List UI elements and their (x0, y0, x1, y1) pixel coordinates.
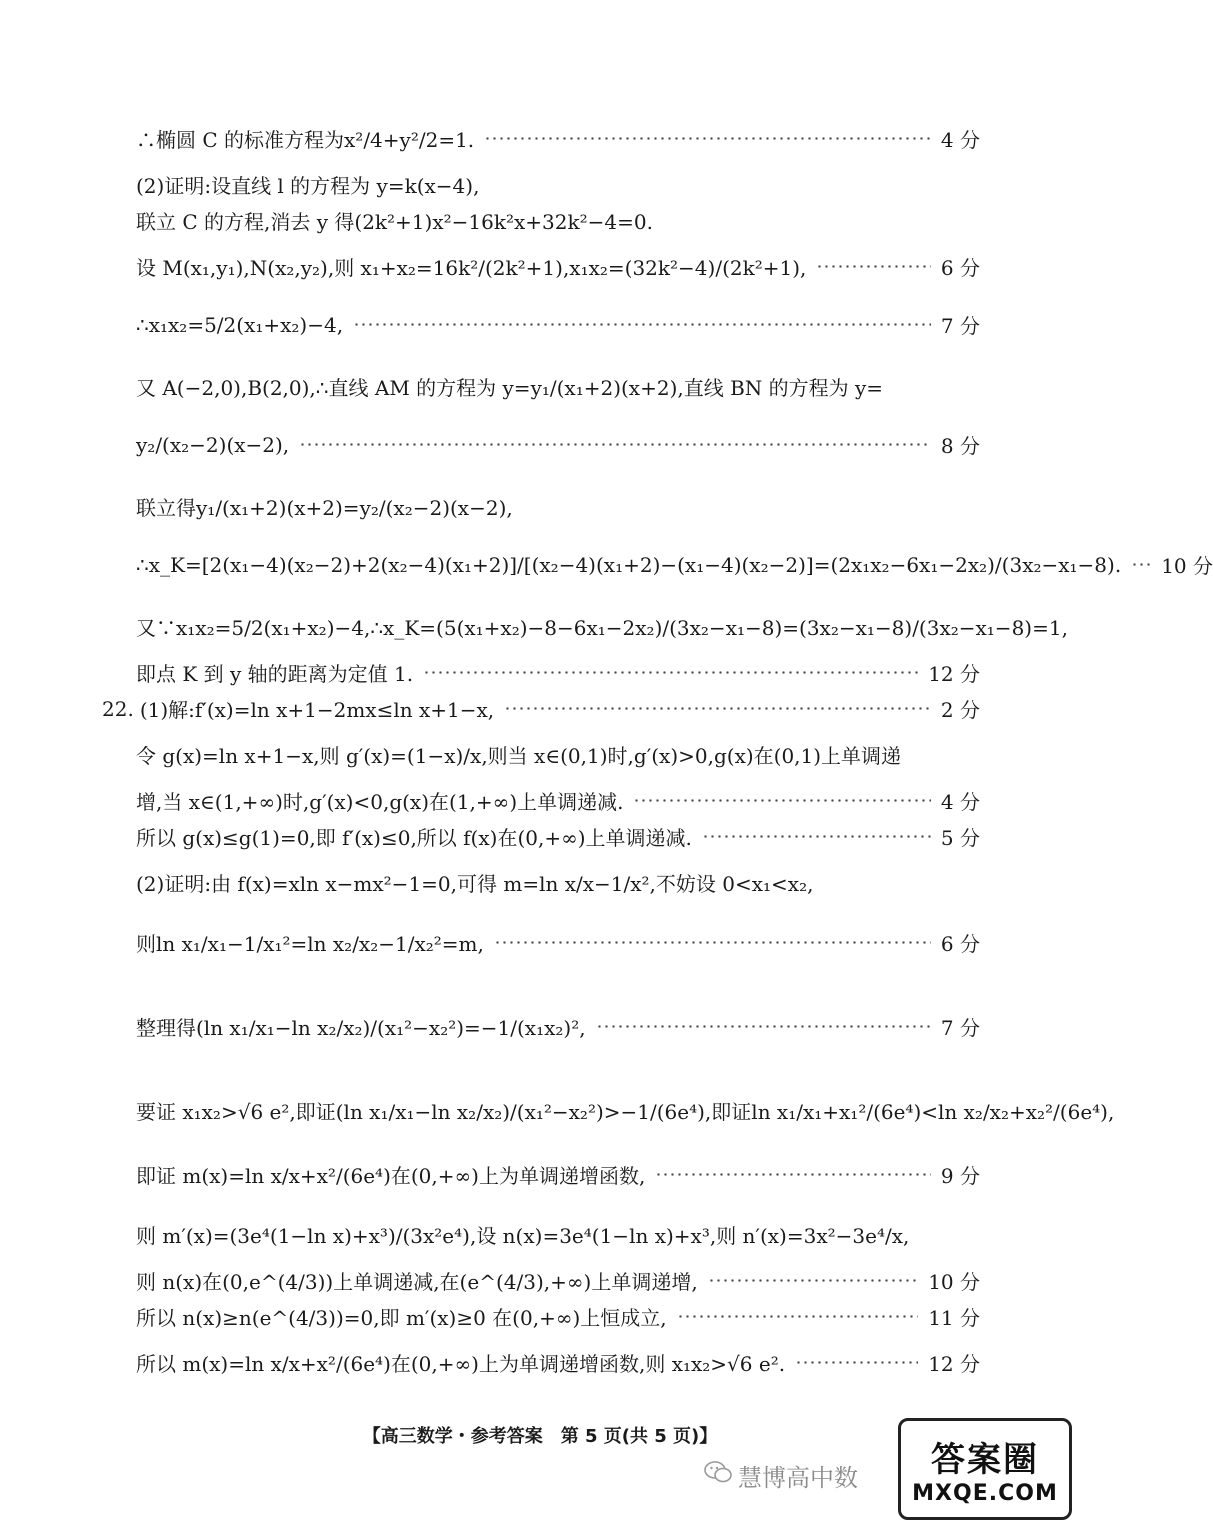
score-label: 9 分 (940, 1164, 980, 1188)
answer-line-text: (1)解:f′(x)=ln x+1−2mx≤ln x+1−x, (139, 698, 495, 722)
answer-line (136, 868, 980, 897)
dot-leader (1131, 563, 1151, 566)
score-label: 11 分 (928, 1306, 980, 1330)
answer-line (136, 1348, 980, 1377)
answer-line-text: 设 M(x₁,y₁),N(x₂,y₂),则 x₁+x₂=16k²/(2k²+1),x₁x₂=(32k²−4)/(2k²+1), (136, 256, 807, 280)
answer-line (136, 612, 1068, 641)
answer-line (136, 1302, 980, 1331)
answer-line (136, 124, 980, 153)
answer-line (136, 1096, 1115, 1125)
dot-leader (299, 443, 931, 446)
answer-line-text: 所以 m(x)=ln x/x+x²/(6e⁴)在(0,+∞)上为单调递增函数,则 x₁x₂>√6 e². (136, 1352, 786, 1376)
score-label: 4 分 (940, 128, 980, 152)
dot-leader (596, 1025, 931, 1028)
answer-line (136, 822, 980, 851)
score-label: 6 分 (940, 256, 980, 280)
answer-line (136, 310, 980, 339)
dot-leader (633, 799, 930, 802)
dot-leader (353, 323, 931, 326)
answer-line-text: 要证 x₁x₂>√6 e²,即证(ln x₁/x₁−ln x₂/x₂)/(x₁²−x₂²)>−1/(6e⁴),即证ln x₁/x₁+x₁²/(6e⁴)<ln x₂/x₂+x₂²/(6e⁴), (136, 1100, 1115, 1124)
score-label: 10 分 (1161, 554, 1213, 578)
score-label: 12 分 (928, 662, 980, 686)
answer-line (136, 430, 980, 459)
answer-line-text: ∴x₁x₂=5/2(x₁+x₂)−4, (136, 312, 344, 337)
answer-line-text: 则ln x₁/x₁−1/x₁²=ln x₂/x₂−1/x₂²=m, (136, 932, 484, 956)
answer-line-text: 整理得(ln x₁/x₁−ln x₂/x₂)/(x₁²−x₂²)=−1/(x₁x₂)², (136, 1016, 586, 1040)
answer-line (102, 694, 980, 723)
dot-leader (702, 835, 931, 838)
answer-line (136, 658, 980, 687)
answer-line-text: ∴x_K=[2(x₁−4)(x₂−2)+2(x₂−4)(x₁+2)]/[(x₂−4)(x₁+2)−(x₁−4)(x₂−2)]=(2x₁x₂−6x₁−2x₂)/(3x₂−x₁−8). (136, 552, 1122, 577)
score-label: 2 分 (940, 698, 980, 722)
answer-line-text: 所以 n(x)≥n(e^(4/3))=0,即 m′(x)≥0 在(0,+∞)上恒成立, (136, 1306, 667, 1330)
dot-leader (494, 941, 931, 944)
answer-line-text: 又 A(−2,0),B(2,0),∴直线 AM 的方程为 y=y₁/(x₁+2)(x+2),直线 BN 的方程为 y= (136, 376, 884, 400)
score-label: 10 分 (928, 1270, 980, 1294)
answer-line (136, 1160, 980, 1189)
answer-line (136, 252, 980, 281)
dot-leader (484, 137, 931, 140)
watermark-text: 慧博高中数 (738, 1464, 858, 1492)
answer-line (136, 1220, 980, 1249)
stamp-line1: 答案圈 (931, 1440, 1039, 1480)
stamp-line2: MXQE.COM (912, 1481, 1058, 1506)
score-label: 7 分 (940, 1016, 980, 1040)
dot-leader (795, 1361, 918, 1364)
answer-line (136, 170, 980, 199)
page-footer: 【高三数学・参考答案 第 5 页(共 5 页)】 (362, 1426, 718, 1447)
answer-line-text: y₂/(x₂−2)(x−2), (136, 432, 290, 457)
answer-line-text: 所以 g(x)≤g(1)=0,即 f′(x)≤0,所以 f(x)在(0,+∞)上单调递减. (136, 826, 692, 850)
answer-line-text: 即证 m(x)=ln x/x+x²/(6e⁴)在(0,+∞)上为单调递增函数, (136, 1164, 646, 1188)
score-label: 6 分 (940, 932, 980, 956)
answer-line (136, 1266, 980, 1295)
score-label: 4 分 (940, 790, 980, 814)
dot-leader (708, 1279, 919, 1282)
site-stamp-logo (898, 1418, 1072, 1520)
score-label: 8 分 (940, 434, 980, 458)
answer-line-text: 又∵x₁x₂=5/2(x₁+x₂)−4,∴x_K=(5(x₁+x₂)−8−6x₁−2x₂)/(3x₂−x₁−8)=(3x₂−x₁−8)/(3x₂−x₁−8)=1, (136, 616, 1068, 640)
answer-line-text: 联立得y₁/(x₁+2)(x+2)=y₂/(x₂−2)(x−2), (136, 496, 513, 520)
score-label: 5 分 (940, 826, 980, 850)
score-label: 12 分 (928, 1352, 980, 1376)
answer-line (136, 206, 980, 235)
dot-leader (423, 671, 918, 674)
answer-line (136, 550, 1213, 579)
problem-number: 22. (102, 696, 134, 721)
answer-line (136, 1012, 980, 1041)
score-label: 7 分 (940, 314, 980, 338)
answer-line (136, 740, 980, 769)
answer-line-text: 即点 K 到 y 轴的距离为定值 1. (136, 662, 414, 686)
answer-line-text: (2)证明:设直线 l 的方程为 y=k(x−4), (136, 174, 480, 198)
answer-line (136, 372, 980, 401)
answer-line-text: 令 g(x)=ln x+1−x,则 g′(x)=(1−x)/x,则当 x∈(0,1)时,g′(x)>0,g(x)在(0,1)上单调递 (136, 744, 902, 768)
dot-leader (655, 1173, 931, 1176)
answer-line-text: (2)证明:由 f(x)=xln x−mx²−1=0,可得 m=ln x/x−1/x²,不妨设 0<x₁<x₂, (136, 872, 814, 896)
dot-leader (504, 707, 931, 710)
answer-line (136, 928, 980, 957)
dot-leader (816, 265, 931, 268)
answer-line-text: 则 m′(x)=(3e⁴(1−ln x)+x³)/(3x²e⁴),设 n(x)=3e⁴(1−ln x)+x³,则 n′(x)=3x²−3e⁴/x, (136, 1224, 910, 1248)
dot-leader (677, 1315, 919, 1318)
answer-line (136, 786, 980, 815)
wechat-icon (704, 1460, 732, 1484)
answer-line-text: 联立 C 的方程,消去 y 得(2k²+1)x²−16k²x+32k²−4=0. (136, 210, 653, 234)
answer-line-text: ∴椭圆 C 的标准方程为x²/4+y²/2=1. (136, 128, 475, 152)
answer-line (136, 492, 980, 521)
answer-line-text: 则 n(x)在(0,e^(4/3))上单调递减,在(e^(4/3),+∞)上单调递增, (136, 1270, 698, 1294)
answer-line-text: 增,当 x∈(1,+∞)时,g′(x)<0,g(x)在(1,+∞)上单调递减. (136, 790, 624, 814)
